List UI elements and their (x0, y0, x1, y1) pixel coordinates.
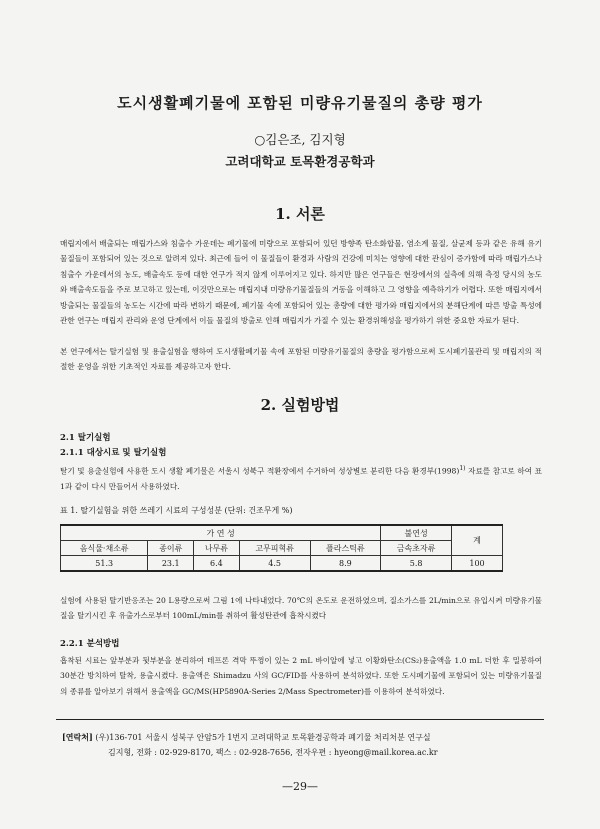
table-cell-paper: 23.1 (148, 556, 194, 572)
contact-block (62, 730, 438, 760)
contact-line-2: 김지형, 전화 : 02-929-8170, 팩스 : 02-928-7656, 전자우편 : hyeong@mail.korea.ac.kr (108, 748, 438, 757)
methods-paragraph-1 (60, 461, 542, 494)
subsection-heading-analysis: 2.2.1 분석방법 (60, 639, 120, 649)
table-cell-metal-glass: 5.8 (381, 556, 452, 572)
table-header-plastic: 플라스틱류 (310, 541, 381, 556)
table-cell-food: 51.3 (61, 556, 148, 572)
table-cell-plastic: 8.9 (310, 556, 381, 572)
section-heading-methods: 2. 실험방법 (260, 396, 340, 414)
table-cell-wood: 6.4 (194, 556, 240, 572)
table-header-rubber-leather: 고무피혁류 (239, 541, 310, 556)
table-caption: 표 1. 탈기실험을 위한 쓰레기 시료의 구성성분 (단위: 건조무게 %) (60, 506, 293, 515)
table-header-wood: 나무류 (194, 541, 240, 556)
paper-title: 도시생활폐기물에 포함된 미량유기물질의 총량 평가 (117, 94, 483, 112)
composition-table (60, 524, 503, 572)
methods-paragraph-3: 흡착된 시료는 앞부분과 뒷부분을 분리하여 테프론 격막 뚜껑이 있는 2 mL 바이알에 넣고 이황화탄소(CS₂)용출액을 1.0 mL 더한 후 밀봉하여 30분간 방치하여 탈착, 용출시켰다. 용출액은 Shimadzu 사의 GC/FID를 사용하여 분석하였다. 또한 도시폐기물에 포함되어 있는 미량유기물질의 종류를 알아보기 위해서 용출액을 GC/MS(HP5890A-Series 2/Mass Spectrometer)를 이용하여 분석하였다. (60, 656, 542, 696)
table-group-combustible: 가 연 성 (61, 525, 381, 541)
methods-paragraph-1-tail: 자료를 참고로 하여 표 1과 같이 다시 만들어서 사용하였다. (60, 466, 542, 491)
table-header-food: 음식물·채소류 (61, 541, 148, 556)
table-group-noncombustible: 불연성 (381, 525, 452, 541)
subsection-heading-sample: 2.1.1 대상시료 및 탈기실험 (60, 448, 167, 458)
table-total-header: 계 (452, 525, 503, 556)
contact-line-1 (62, 730, 438, 745)
table-header-paper: 종이류 (148, 541, 194, 556)
methods-paragraph-2: 실험에 사용된 탈기반응조는 20 L용량으로써 그림 1에 나타내었다. 70℃의 온도로 운전하였으며, 질소가스를 2L/min으로 유입시켜 미량유기물질을 탈기시킨 후 유출가스로부터 100mL/min를 취하여 활성탄관에 흡착시켰다 (60, 596, 542, 621)
section-heading-introduction: 1. 서론 (275, 205, 325, 223)
reference-superscript: 1) (459, 465, 466, 472)
affiliation: 고려대학교 토목환경공학과 (225, 154, 375, 169)
methods-paragraph-1-text: 탈기 및 용출실험에 사용한 도시 생활 폐기물은 서울시 성북구 적환장에서 수거하여 성상별로 분리한 다음 환경부(1998) (60, 466, 460, 476)
contact-address: (우)136-701 서울시 성북구 안암5가 1번지 고려대학교 토목환경공학과 폐기물 처리처분 연구실 (95, 733, 431, 742)
table-header-metal-glass: 금속초자류 (381, 541, 452, 556)
table-cell-total: 100 (452, 556, 503, 572)
subsection-heading-stripping: 2.1 탈기실험 (60, 433, 111, 443)
table-cell-rubber-leather: 4.5 (239, 556, 310, 572)
intro-paragraph-1: 매립지에서 배출되는 매립가스와 침출수 가운데는 폐기물에 미량으로 포함되어 있던 방향족 탄소화합물, 염소계 물질, 살균제 등과 같은 유해 유기물질들이 포함되어 있는 것으로 알려져 있다. 최근에 들어 이 물질들이 환경과 사람의 건강에 미치는 영향에 대한 관심이 증가함에 따라 매립가스나 침출수 가운데서의 농도, 배출속도 등에 대한 연구가 적지 않게 이루어지고 있다. 하지만 많은 연구들은 현장에서의 실측에 의해 측정 당시의 농도와 배출속도들을 주로 보고하고 있는데, 이것만으로는 매립지내 미량유기물질들의 거동을 이해하고 그 영향을 예측하기가 어렵다. 또한 매립지에서 방출되는 물질들의 농도는 시간에 따라 변하기 때문에, 폐기물 속에 포함되어 있는 총량에 대한 평가와 매립지에서의 분해단계에 따른 방출 특성에 관한 연구는 매립지 관리와 운영 단계에서 이들 물질의 방출로 인해 매립지가 가질 수 있는 환경위해성을 평가하기 위한 중요한 자료가 된다. (60, 239, 542, 326)
contact-label: [연락처] (62, 732, 93, 742)
page-number: —29— (282, 780, 318, 793)
intro-paragraph-2: 본 연구에서는 탈기실험 및 용출실험을 행하여 도시생활폐기물 속에 포함된 미량유기물질의 총량을 평가함으로써 도시폐기물관리 및 매립지의 적절한 운영을 위한 기초적인 자료를 제공하고자 한다. (60, 347, 542, 372)
footer-rule (56, 719, 544, 720)
authors: ○김은조, 김지형 (254, 132, 346, 147)
